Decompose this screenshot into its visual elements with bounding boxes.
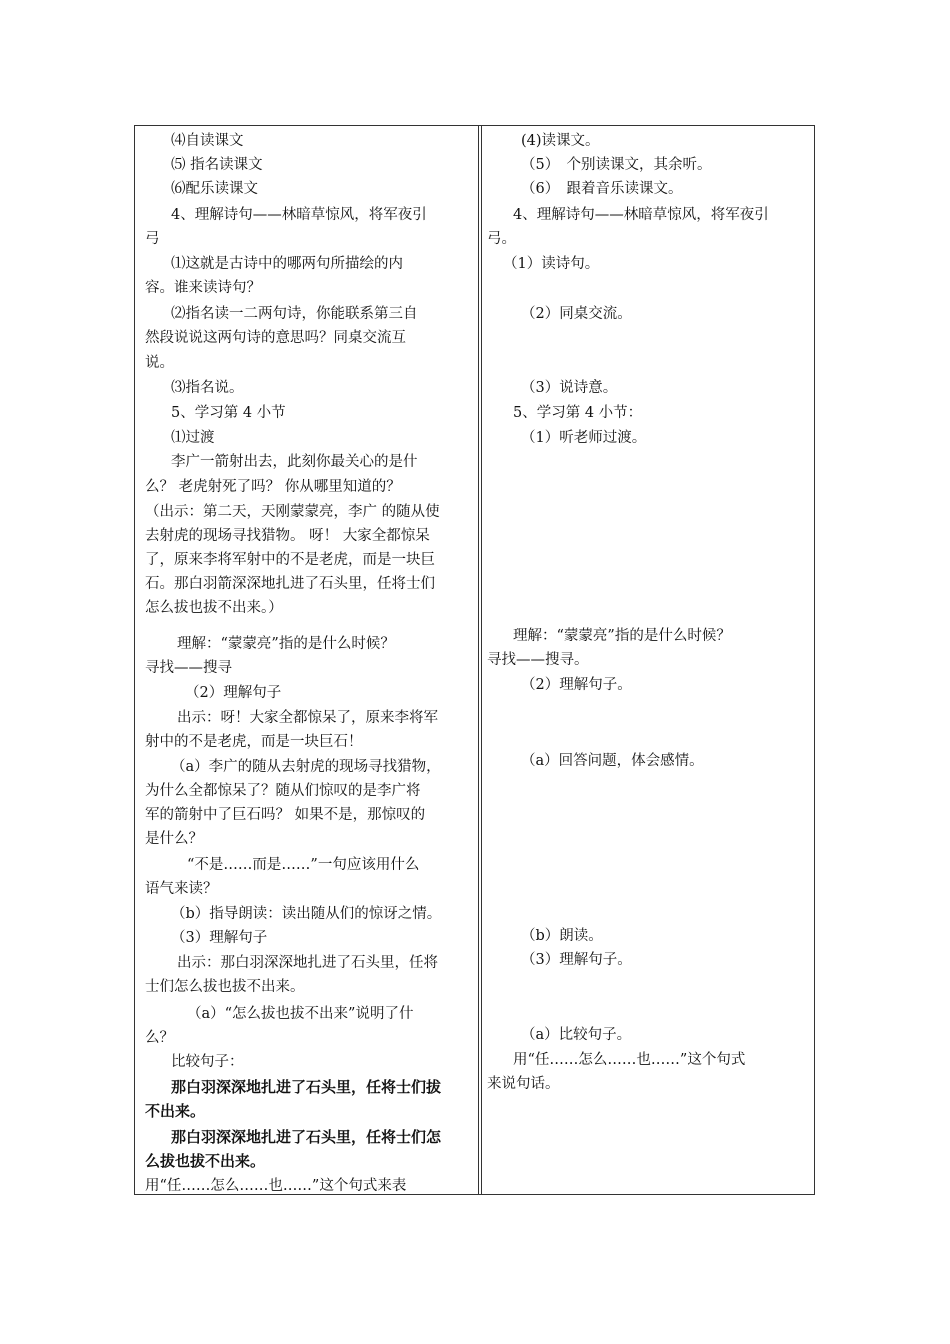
student-activity-line: 来说句话。 xyxy=(487,1076,560,1092)
teacher-activity-line: 了，原来李将军射中的不是老虎，而是一块巨 xyxy=(145,552,435,568)
teacher-activity-line: 士们怎么拔也拔不出来。 xyxy=(145,979,305,995)
teacher-activity-line: 射中的不是老虎，而是一块巨石！ xyxy=(145,734,363,750)
lesson-plan-table xyxy=(134,125,815,1195)
student-activity-line: （a）回答问题，体会感情。 xyxy=(521,753,704,769)
student-activity-line: （3）说诗意。 xyxy=(521,380,618,396)
teacher-activity-line: 5、学习第 4 小节 xyxy=(171,405,286,421)
student-activity-line: 5、学习第 4 小节： xyxy=(513,405,643,421)
teacher-activity-line: 弓 xyxy=(145,231,160,247)
teacher-activity-line: ⑴过渡 xyxy=(171,430,215,446)
teacher-activity-line: ⑹配乐读课文 xyxy=(171,181,258,197)
teacher-activity-line: 为什么全都惊呆了？随从们惊叹的是李广将 xyxy=(145,783,421,799)
student-activity-line: （a）比较句子。 xyxy=(521,1027,632,1043)
teacher-activity-line: 不出来。 xyxy=(145,1102,206,1120)
teacher-activity-line: 出示：那白羽深深地扎进了石头里，任将 xyxy=(177,955,438,971)
teacher-activity-line: 怎么拔也拔不出来。） xyxy=(145,600,283,616)
student-activity-line: 寻找——搜寻。 xyxy=(487,652,589,668)
student-activity-line: 弓。 xyxy=(487,231,516,247)
teacher-activity-line: 出示：呀！大家全都惊呆了，原来李将军 xyxy=(177,710,438,726)
column-divider xyxy=(478,126,479,1194)
teacher-activity-line: 寻找——搜寻 xyxy=(145,660,232,676)
teacher-activity-line: 用“任……怎么……也……”这个句式来表 xyxy=(145,1178,407,1194)
teacher-activity-line: 4、理解诗句——林暗草惊风，将军夜引 xyxy=(171,207,427,223)
teacher-activity-line: 李广一箭射出去，此刻你最关心的是什 xyxy=(171,454,418,470)
teacher-activity-line: 容。谁来读诗句？ xyxy=(145,280,261,296)
teacher-activity-line: 那白羽深深地扎进了石头里，任将士们拔 xyxy=(171,1078,442,1096)
teacher-activity-line: 么拔也拔不出来。 xyxy=(145,1152,266,1170)
teacher-activity-line: （3）理解句子 xyxy=(171,930,268,946)
column-divider xyxy=(481,126,482,1194)
teacher-activity-line: ⑴这就是古诗中的哪两句所描绘的内 xyxy=(171,256,403,272)
teacher-activity-line: ⑶指名说。 xyxy=(171,380,244,396)
student-activity-line: 用“任……怎么……也……”这个句式 xyxy=(513,1052,746,1068)
teacher-activity-line: ⑸ 指名读课文 xyxy=(171,157,263,173)
teacher-activity-line: 军的箭射中了巨石吗？ 如果不是，那惊叹的 xyxy=(145,807,426,823)
student-activity-line: （b）朗读。 xyxy=(521,928,603,944)
student-activity-line: （3）理解句子。 xyxy=(521,952,632,968)
student-activity-line: 4、理解诗句——林暗草惊风，将军夜引 xyxy=(513,207,769,223)
teacher-activity-line: 么？ xyxy=(145,1030,174,1046)
teacher-activity-line: ⑷自读课文 xyxy=(171,133,244,149)
student-activity-line: （1）读诗句。 xyxy=(503,256,600,272)
student-activity-line: （2）同桌交流。 xyxy=(521,306,632,322)
teacher-activity-line: 比较句子： xyxy=(171,1054,244,1070)
teacher-activity-line: 去射虎的现场寻找猎物。 呀！ 大家全都惊呆 xyxy=(145,528,430,544)
teacher-activity-line: 理解：“蒙蒙亮”指的是什么时候？ xyxy=(177,636,395,652)
teacher-activity-line: 是什么？ xyxy=(145,831,203,847)
teacher-activity-line: （a）李广的随从去射虎的现场寻找猎物， xyxy=(171,759,441,775)
teacher-activity-line: 么？ 老虎射死了吗？ 你从哪里知道的？ xyxy=(145,479,401,495)
teacher-activity-line: 语气来读？ xyxy=(145,881,218,897)
student-activity-line: （6） 跟着音乐读课文。 xyxy=(521,181,683,197)
teacher-activity-line: 石。那白羽箭深深地扎进了石头里，任将士们 xyxy=(145,576,435,592)
student-activity-line: (4)读课文。 xyxy=(521,133,600,149)
student-activity-line: （5） 个别读课文，其余听。 xyxy=(521,157,712,173)
teacher-activity-line: 那白羽深深地扎进了石头里，任将士们怎 xyxy=(171,1128,442,1146)
teacher-activity-line: 说。 xyxy=(145,355,174,371)
teacher-activity-line: （出示：第二天，天刚蒙蒙亮，李广 的随从使 xyxy=(145,504,440,520)
student-activity-line: （2）理解句子。 xyxy=(521,677,632,693)
student-activity-line: （1）听老师过渡。 xyxy=(521,430,647,446)
teacher-activity-line: 然段说说这两句诗的意思吗？同桌交流互 xyxy=(145,330,406,346)
teacher-activity-line: （a）“怎么拔也拔不出来”说明了什 xyxy=(187,1006,414,1022)
teacher-activity-line: “不是……而是……”一句应该用什么 xyxy=(187,857,420,873)
teacher-activity-line: （2）理解句子 xyxy=(185,685,282,701)
student-activity-line: 理解：“蒙蒙亮”指的是什么时候？ xyxy=(513,628,731,644)
teacher-activity-line: （b）指导朗读：读出随从们的惊讶之情。 xyxy=(171,906,442,922)
teacher-activity-line: ⑵指名读一二两句诗，你能联系第三自 xyxy=(171,306,418,322)
